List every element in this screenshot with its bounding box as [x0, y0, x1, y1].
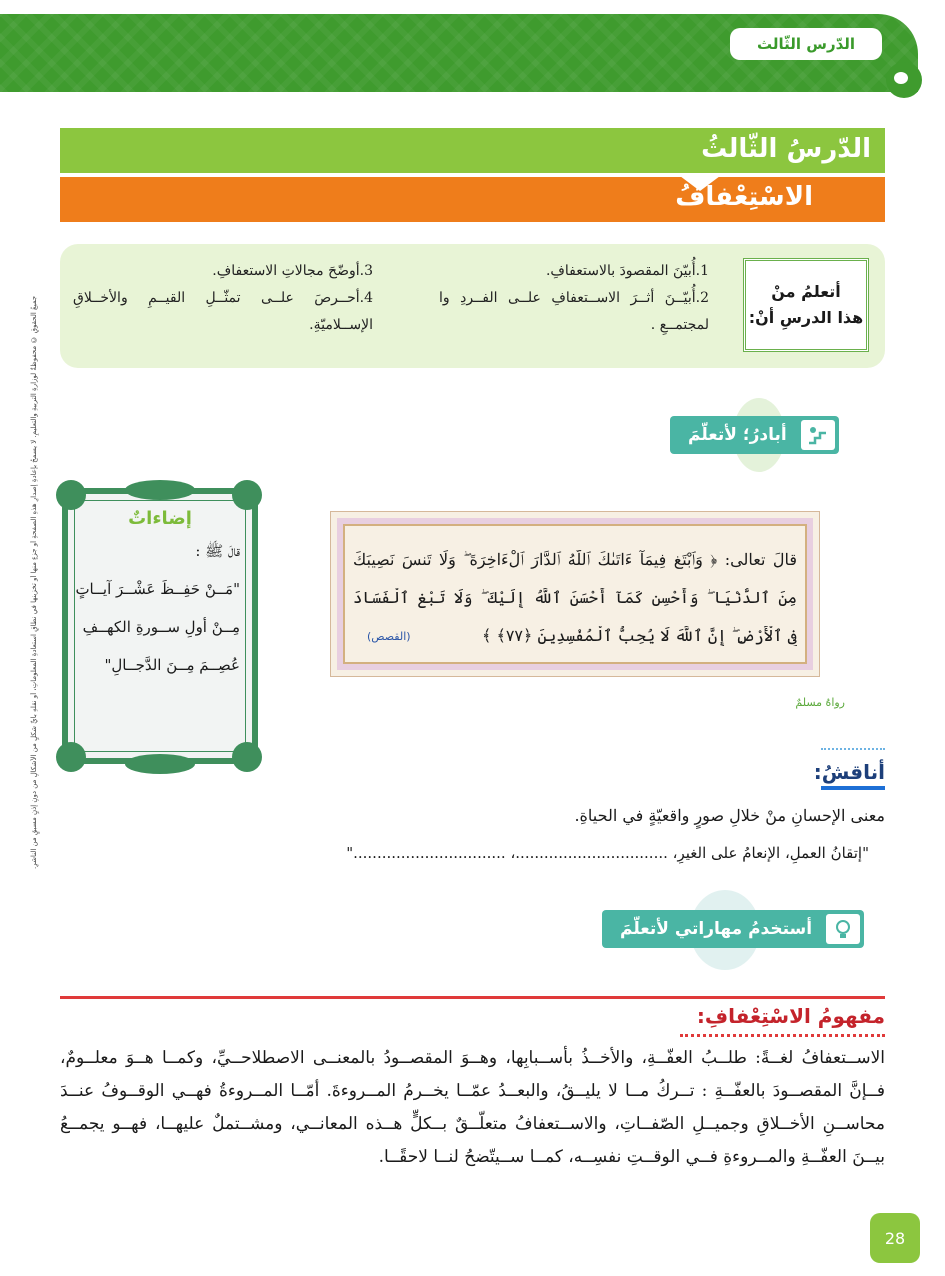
objective-item: 3.أوضّحَ مجالاتِ الاستعفافِ. — [212, 263, 373, 279]
quran-reference: (القصص) — [367, 630, 411, 643]
concept-title: مفهومُ الاسْتِعْفافِ: — [696, 1004, 885, 1028]
discuss-wave — [821, 748, 885, 756]
objective-item: 1.أُبيّنَ المقصودَ بالاستعفافِ. — [545, 263, 709, 279]
section-ustakhdim — [602, 910, 864, 948]
corner-decoration — [886, 62, 922, 98]
hadith-narrator: رواهُ مسلمٌ — [795, 696, 845, 709]
hadith-line: مِــنْ أولِ ســورةِ الكهــفِ — [82, 618, 240, 636]
objectives-column-1 — [439, 258, 709, 339]
quran-line: مِنَ ٱلدُّنْيَا ۖ وَأَحْسِن كَمَآ أَحْسَنَ ٱللَّهُ إِلَيْكَ ۖ وَلَا تَبْغِ ٱلْفَسَادَ — [353, 588, 797, 607]
topic-title-bar — [60, 177, 885, 222]
idaat-said: قالَ ﷺ : — [195, 542, 240, 560]
objectives-heading-line2: هذا الدرسِ أنْ: — [748, 308, 864, 327]
discuss-underline — [821, 786, 885, 790]
objectives-heading — [743, 258, 869, 352]
page-number: 28 — [870, 1213, 920, 1263]
ornament-corner — [232, 742, 262, 772]
quran-line: فِى ٱلْأَرْضِ ۖ إِنَّ ٱللَّهَ لَا يُحِبُّ ٱلْمُفْسِدِينَ ﴿٧٧﴾ ﴾ — [481, 626, 797, 645]
idaat-title: إضاءاتٌ — [128, 508, 192, 529]
topic-title: الاسْتِعْفافُ — [675, 182, 813, 212]
discuss-question: معنى الإحسانِ منْ خلالِ صورٍ واقعيّةٍ في الحياةِ. — [574, 806, 885, 825]
section-ustakhdim-label: أستخدمُ مهاراتي لأتعلّمَ — [620, 919, 813, 939]
idaat-box — [54, 472, 266, 780]
title-notch-inner — [676, 173, 724, 191]
stairs-person-icon — [801, 420, 835, 450]
objective-item: 4.أحــرصَ علــى تمثّــلِ القيــمِ والأخــلاقِ الإســلاميّةِ. — [73, 290, 373, 333]
ornament-corner — [56, 742, 86, 772]
objectives-column-2 — [73, 258, 373, 339]
lightbulb-icon — [826, 914, 860, 944]
concept-rule-top — [60, 996, 885, 999]
learning-objectives — [60, 244, 885, 368]
ornament-bottom — [125, 754, 195, 774]
quran-line: قالَ تعالى: ﴿ وَٱبْتَغِ فِيمَآ ءَاتَىٰكَ ٱللَّهُ ٱلدَّارَ ٱلْءَاخِرَةَ ۖ وَلَا تَنسَ نَصِيبَكَ — [353, 550, 797, 569]
objectives-heading-line1: أتعلمُ منْ — [771, 282, 841, 301]
quran-verse-box — [330, 511, 820, 677]
lesson-title: الدّرسُ الثّالثُ — [701, 134, 871, 164]
section-ubadir-label: أبادرُ؛ لأتعلّمَ — [688, 425, 787, 445]
ornament-corner — [56, 480, 86, 510]
discuss-answer: "إتقانُ العملِ، الإنعامُ على الغيرِ، ................................، ................................" — [346, 844, 869, 862]
ornament-top — [125, 480, 195, 500]
hadith-line: عُصِــمَ مِــنَ الدَّجــالِ" — [104, 656, 240, 674]
objective-item: 2.أُبيّــنَ أثــرَ الاســتعفافِ علــى الفــردِ وا لمجتمــعِ . — [439, 290, 709, 333]
hadith-line: "مَــنْ حَفِــظَ عَشْــرَ آيــاتٍ — [75, 580, 240, 598]
concept-rule-bottom — [680, 1034, 885, 1037]
side-copyright-note: جميعُ الحقوقِ © محفوظةٌ لوزارةِ التربيةِ والتعليمِ. لا يسمحُ بإعادةِ إصدارِ هذهِ الصفحةِ أو جزءٍ منها أو تخزينها في نطاقِ استعادةِ المعلوماتِ، أو نقلهِ بأيِّ شكلٍ من الأشكالِ من دونِ إذنٍ مسبقٍ من الناشرِ. — [30, 296, 38, 870]
concept-paragraph: الاســتعفافُ لغــةً: طلــبُ العفّــةِ، والأخــذُ بأســبابِها، وهــوَ المقصــودُ بالمعنــى الاصطلاحــيِّ، وكمــا هــوَ معلــومٌ، فــإنَّ المقصــودَ بالعفّــةِ : تــركُ مــا لا يليــقُ، والبعــدُ عمّــا يخــرمُ المــروءةَ. أمّــا المــروءةُ فهــي الوقــوفُ عنــدَ محاســنِ الأخــلاقِ وجميــلِ الصّفــاتِ، والاســتعفافُ متعلّــقٌ بــكلٍّ هــذه المعانــي، ومشــتملٌ عليهــا، فهــو يجمــعُ بيــنَ العفّــةِ والمــروءةِ فــي الوقــتِ نفسِــه، كمــا ســيتّضحُ لنــا لاحقًــا. — [60, 1048, 885, 1167]
lesson-title-bar — [60, 128, 885, 173]
discuss-title: أناقشُ: — [813, 760, 885, 784]
header-lesson-tab: الدّرس الثّالث — [730, 28, 882, 60]
ornament-corner — [232, 480, 262, 510]
section-ubadir — [670, 416, 839, 454]
